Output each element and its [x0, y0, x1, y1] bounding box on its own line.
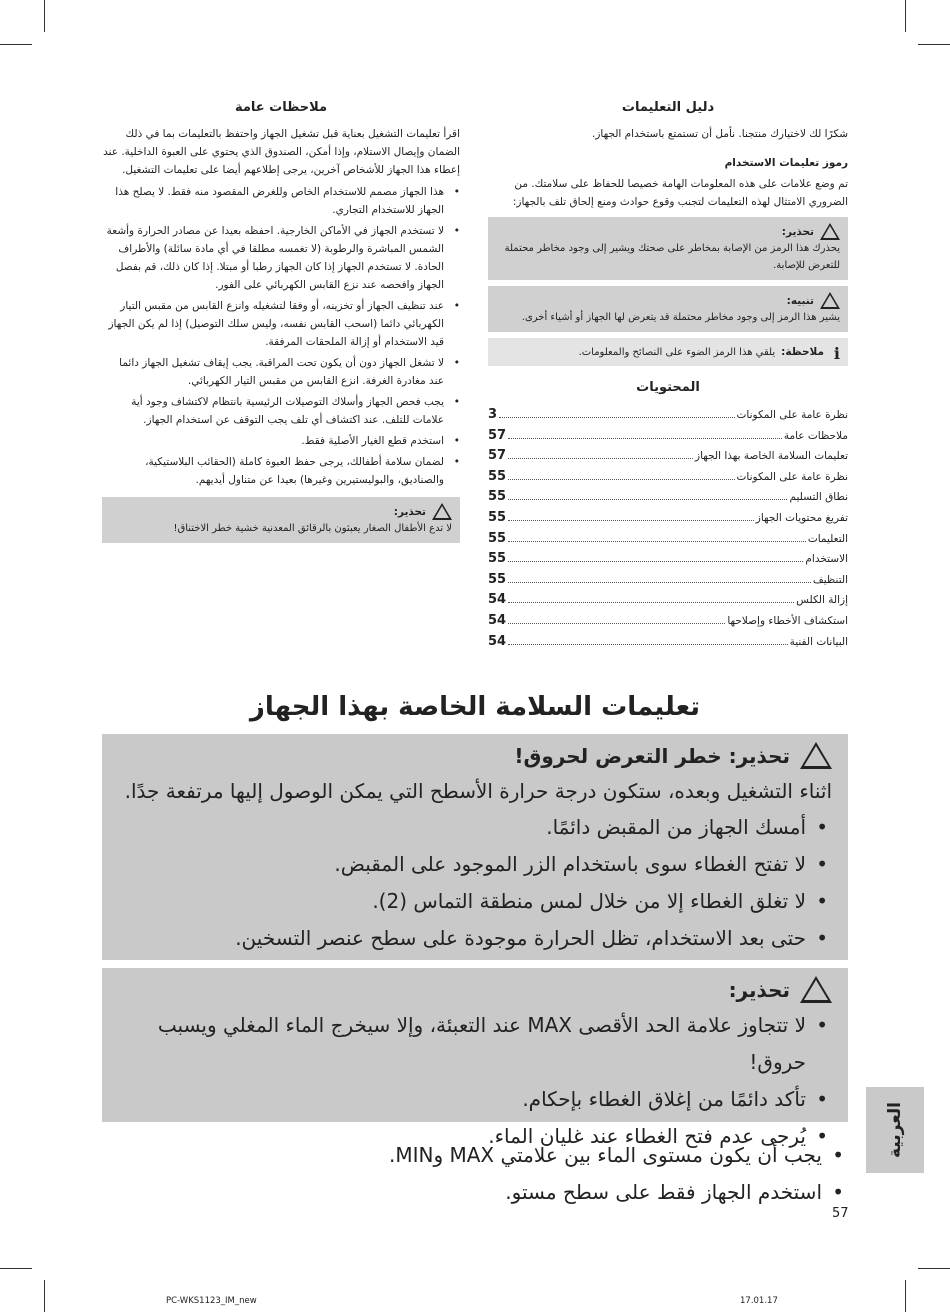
note-text: يلقي هذا الرمز الضوء على النصائح والمعلومات. [578, 346, 776, 358]
crop-mark [44, 1280, 45, 1312]
fill-warning-list [118, 1007, 832, 1155]
caution-label: تنبيه: [786, 294, 814, 307]
crop-mark [0, 44, 32, 45]
toc-row [488, 446, 848, 467]
toc-page: 57 [488, 427, 507, 443]
fill-warning-bullet: • تأكد دائمًا من إغلاق الغطاء بإحكام. [118, 1081, 832, 1118]
crop-mark [905, 0, 906, 32]
symbols-title: رموز تعليمات الاستخدام [724, 157, 848, 169]
language-tab [866, 1087, 924, 1173]
toc-label: التعليمات [807, 532, 848, 545]
general-bullet: • لضمان سلامة أطفالك، يرجى حفظ العبوة كاملة (الحقائب البلاستيكية، والصناديق، والبوليستيرين وغيرها) بعيدا عن متناول أيديهم. [102, 453, 460, 489]
toc-page: 54 [488, 592, 507, 608]
general-warning-text: لا تدع الأطفال الصغار يعبثون بالرقائق المعدنية خشية خطر الاختناق! [173, 523, 452, 534]
warning-icon [800, 976, 832, 1003]
toc-page: 3 [488, 407, 498, 422]
crop-mark [918, 1268, 950, 1269]
fill-warning-bullet: • يُرجى عدم فتح الغطاء عند غليان الماء. [118, 1118, 832, 1155]
fill-warning-box [102, 968, 848, 1148]
safety-bullet: • استخدم الجهاز فقط على سطح مستو. [102, 1174, 848, 1211]
symbols-text: تم وضع علامات على هذه المعلومات الهامة خصيصا للحفاظ على سلامتك. من الضروري الامتثال لهذه التعليمات لتجنب وقوع حوادث ومنع إلحاق تلف بالجهاز: [512, 178, 848, 208]
toc-leader [508, 602, 794, 603]
warning-icon [432, 503, 452, 520]
toc-label: التنظيف [812, 573, 848, 586]
contents-title: المحتويات [636, 380, 700, 395]
page-number: 57 [832, 1206, 849, 1221]
toc-page: 55 [488, 468, 507, 484]
general-bullet: • عند تنظيف الجهاز أو تخزينه، أو وفقا لتشغيله وانزع القابس من مقبس التيار الكهربائي دائما (اسحب القابس نفسه، وليس سلك التوصيل) إذا لم يكن الجهاز قيد الاستخدام أو إزالة الملحقات المرفقة. [102, 297, 460, 351]
warning-icon [800, 742, 832, 769]
caution-text: يشير هذا الرمز إلى وجود مخاطر محتملة قد يتعرض لها الجهاز أو أشياء أخرى. [521, 312, 840, 323]
general-column [102, 100, 460, 549]
fill-warning-bullet: • لا تتجاوز علامة الحد الأقصى MAX عند التعبئة، وإلا سيخرج الماء المغلي ويسبب حروق! [118, 1007, 832, 1081]
footer-date: 17.01.17 [740, 1296, 778, 1306]
general-bullet: • يجب فحص الجهاز وأسلاك التوصيلات الرئيسية بانتظام لاكتشاف وجود أية علامات للتلف. عند اكتشاف أي تلف يجب التوقف عن استخدام الجهاز. [102, 393, 460, 429]
toc-label: البيانات الفنية [789, 635, 848, 648]
warning-icon [820, 223, 840, 240]
toc-leader [508, 644, 788, 645]
toc-leader [508, 438, 782, 439]
toc-label: استكشاف الأخطاء وإصلاحها [727, 614, 848, 627]
caution-box [488, 286, 848, 332]
toc-page: 55 [488, 551, 507, 567]
toc-leader [508, 541, 806, 542]
toc-page: 55 [488, 530, 507, 546]
warning-label: تحذير: [781, 225, 814, 238]
general-warning-label: تحذير: [393, 505, 426, 518]
burn-warning-bullet: • لا تغلق الغطاء إلا من خلال لمس منطقة التماس (2). [118, 883, 832, 920]
warning-text: يحذرك هذا الرمز من الإصابة بمخاطر على صحتك ويشير إلى وجود مخاطر محتملة للتعرض للإصابة. [504, 243, 840, 271]
toc-row [488, 549, 848, 570]
toc-page: 55 [488, 509, 507, 525]
toc-row [488, 426, 848, 447]
contents [488, 380, 848, 652]
burn-warning-box [102, 734, 848, 960]
burn-warning-bullet: • أمسك الجهاز من المقبض دائمًا. [118, 809, 832, 846]
guide-intro: شكرًا لك لاختيارك منتجنا. نأمل أن تستمتع باستخدام الجهاز. [592, 128, 848, 140]
toc-leader [508, 582, 811, 583]
burn-warning-line: اثناء التشغيل وبعده، ستكون درجة حرارة الأسطح التي يمكن الوصول إليها مرتفعة جدًا. [124, 779, 832, 803]
caution-icon [820, 292, 840, 309]
toc-label: نظرة عامة على المكونات [736, 470, 848, 483]
crop-mark [0, 1268, 32, 1269]
toc-label: ملاحظات عامة [783, 429, 848, 442]
toc-row [488, 590, 848, 611]
note-box [488, 338, 848, 366]
safety-bullet: • يجب أن يكون مستوى الماء بين علامتي MAX وMIN. [102, 1137, 848, 1174]
crop-mark [44, 0, 45, 32]
toc-row [488, 570, 848, 591]
toc-leader [508, 458, 693, 459]
toc-label: نطاق التسليم [789, 491, 848, 504]
general-bullet: • هذا الجهاز مصمم للاستخدام الخاص وللغرض المقصود منه فقط. لا يصلح هذا الجهاز للاستخدام التجاري. [102, 183, 460, 219]
toc-leader [508, 479, 734, 480]
toc-row [488, 405, 848, 426]
toc-leader [508, 561, 803, 562]
info-icon: i [833, 344, 840, 363]
burn-warning-list [118, 809, 832, 957]
toc-row [488, 529, 848, 550]
guide-column [488, 100, 848, 652]
language-tab-label: العربية [884, 1101, 905, 1159]
toc-row [488, 611, 848, 632]
toc-leader [499, 417, 734, 418]
burn-warning-bullet: • لا تفتح الغطاء سوى باستخدام الزر الموجود على المقبض. [118, 846, 832, 883]
general-warning-box [102, 497, 460, 543]
general-list [102, 183, 460, 489]
note-label: ملاحظة: [781, 346, 824, 358]
toc-label: الاستخدام [805, 553, 848, 566]
general-title: ملاحظات عامة [234, 100, 328, 115]
toc-label: نظرة عامة على المكونات [736, 409, 848, 421]
toc-page: 55 [488, 489, 507, 505]
toc-page: 54 [488, 633, 507, 649]
warning-box [488, 217, 848, 280]
toc-page: 57 [488, 448, 507, 464]
safety-title: تعليمات السلامة الخاصة بهذا الجهاز [249, 692, 701, 722]
toc-row [488, 508, 848, 529]
general-bullet: • لا تستخدم الجهاز في الأماكن الخارجية. احفظه بعيدا عن مصادر الحرارة وأشعة الشمس المباشرة والرطوبة (لا تغمسه مطلقا في أي مادة سائلة) والأطراف الحادة. لا تستخدم الجهاز إذا كان الجهاز رطبا أو مبتلا. إذا كان ذلك، قم بفصل الجهاز وافحصه عند نزع القابس الكهربائي على الفور. [102, 222, 460, 294]
burn-warning-bullet: • حتى بعد الاستخدام، تظل الحرارة موجودة على سطح عنصر التسخين. [118, 920, 832, 957]
safety-list [102, 1137, 848, 1211]
footer-file: PC-WKS1123_IM_new [166, 1296, 257, 1306]
fill-warning-label: تحذير: [728, 977, 790, 1002]
toc-row [488, 487, 848, 508]
general-bullet: • استخدم قطع الغيار الأصلية فقط. [102, 432, 460, 450]
guide-title: دليل التعليمات [621, 100, 715, 115]
toc-row [488, 467, 848, 488]
toc-leader [508, 499, 787, 500]
general-intro: اقرأ تعليمات التشغيل بعناية قبل تشغيل الجهاز واحتفظ بالتعليمات بما في ذلك الضمان وإيصال الاستلام، وإذا أمكن، الصندوق الذي يحتوي على العبوة الداخلية. عند إعطاء هذا الجهاز للأشخاص آخرين، يرجى إطلاعهم أيضا على تعليمات التشغيل. [103, 128, 460, 176]
burn-warning-label: تحذير: خطر التعرض لحروق! [514, 743, 790, 768]
crop-mark [918, 44, 950, 45]
toc-row [488, 632, 848, 653]
toc-leader [508, 520, 754, 521]
crop-mark [905, 1280, 906, 1312]
toc-leader [508, 623, 725, 624]
toc-label: إزالة الكلس [796, 594, 848, 607]
general-bullet: • لا تشغل الجهاز دون أن يكون تحت المراقبة. يجب إيقاف تشغيل الجهاز دائما عند مغادرة الغرفة. انزع القابس من مقبس التيار الكهربائي. [102, 354, 460, 390]
toc-label: تعليمات السلامة الخاصة بهذا الجهاز [695, 450, 848, 463]
toc-label: تفريغ محتويات الجهاز [755, 511, 848, 524]
toc-page: 54 [488, 612, 507, 628]
toc-page: 55 [488, 571, 507, 587]
